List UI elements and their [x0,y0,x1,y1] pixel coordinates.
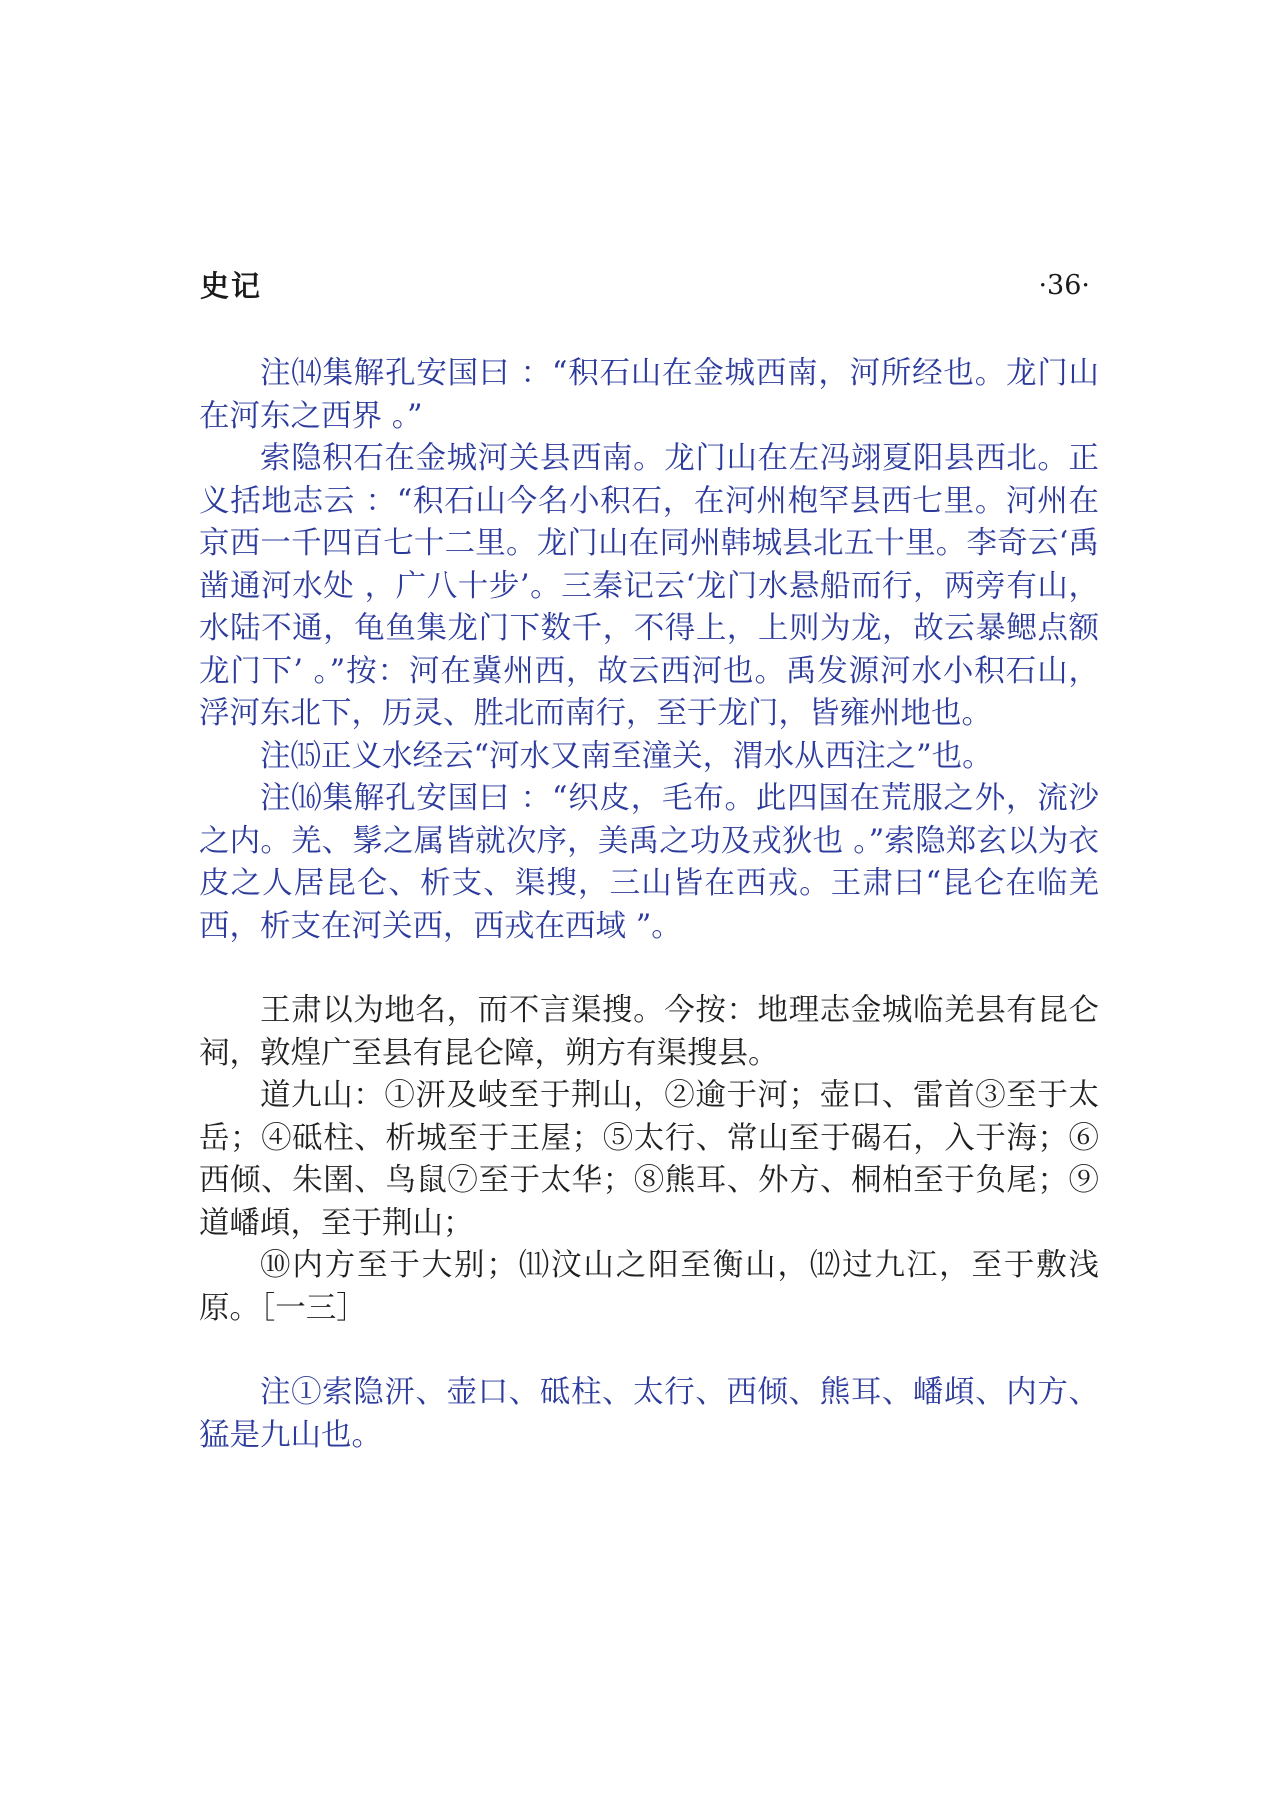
annotation-paragraph: 注①索隐汧、壶口、砥柱、太行、西倾、熊耳、嶓頉、内方、猛是九山也。 [199,1375,1099,1453]
main-text-paragraph: 道九山：①汧及岐至于荆山，②逾于河；壶口、雷首③至于太岳；④砥柱、析城至于王屋；⑤太行、常山至于碣石，入于海；⑥西倾、朱圉、鸟鼠⑦至于太华；⑧熊耳、外方、桐柏至于负尾；⑨道嶓頉，至于荆山； [199,1078,1099,1241]
paragraph-gap [199,948,1099,990]
annotation-paragraph: 注⒃集解孔安国曰 ：“织皮，毛布。此四国在荒服之外，流沙之内。羌、髳之属皆就次序，美禹之功及戎狄也 。”索隐郑玄以为衣皮之人居昆仑、析支、渠搜，三山皆在西戎。王肃曰“昆仑在临羌西，析支在河关西，西戎在西域 ”。 [199,781,1099,944]
annotation-paragraph: 注⒂正义水经云“河水又南至潼关，渭水从西注之”也。 [260,738,993,774]
page-body [199,353,1099,1457]
annotation-paragraph: 注⒁集解孔安国曰 ：“积石山在金城西南，河所经也。龙门山在河东之西界 。” [199,356,1099,434]
book-title: 史记 [200,269,263,303]
page-number: ·36· [1038,270,1090,301]
paragraph-gap [199,1330,1099,1372]
page-header [200,266,1090,306]
annotation-paragraph: 索隐积石在金城河关县西南。龙门山在左冯翊夏阳县西北。正义括地志云 ：“积石山今名小积石，在河州枹罕县西七里。河州在京西一千四百七十二里。龙门山在同州韩城县北五十里。李奇云‘禹凿通河水处 ，广八十步’。三秦记云‘龙门水悬船而行，两旁有山，水陆不通，龟鱼集龙门下数千，不得上，上则为龙，故云暴鳃点额龙门下’ 。”按：河在冀州西，故云西河也。禹发源河水小积石山，浮河东北下，历灵、胜北而南行，至于龙门，皆雍州地也。 [199,441,1099,731]
main-text-paragraph: 王肃以为地名，而不言渠搜。今按：地理志金城临羌县有昆仑祠，敦煌广至县有昆仑障，朔方有渠搜县。 [199,993,1099,1071]
main-text-paragraph: ⑩内方至于大别；⑾汶山之阳至衡山，⑿过九江，至于敷浅原。［一三］ [199,1248,1099,1326]
